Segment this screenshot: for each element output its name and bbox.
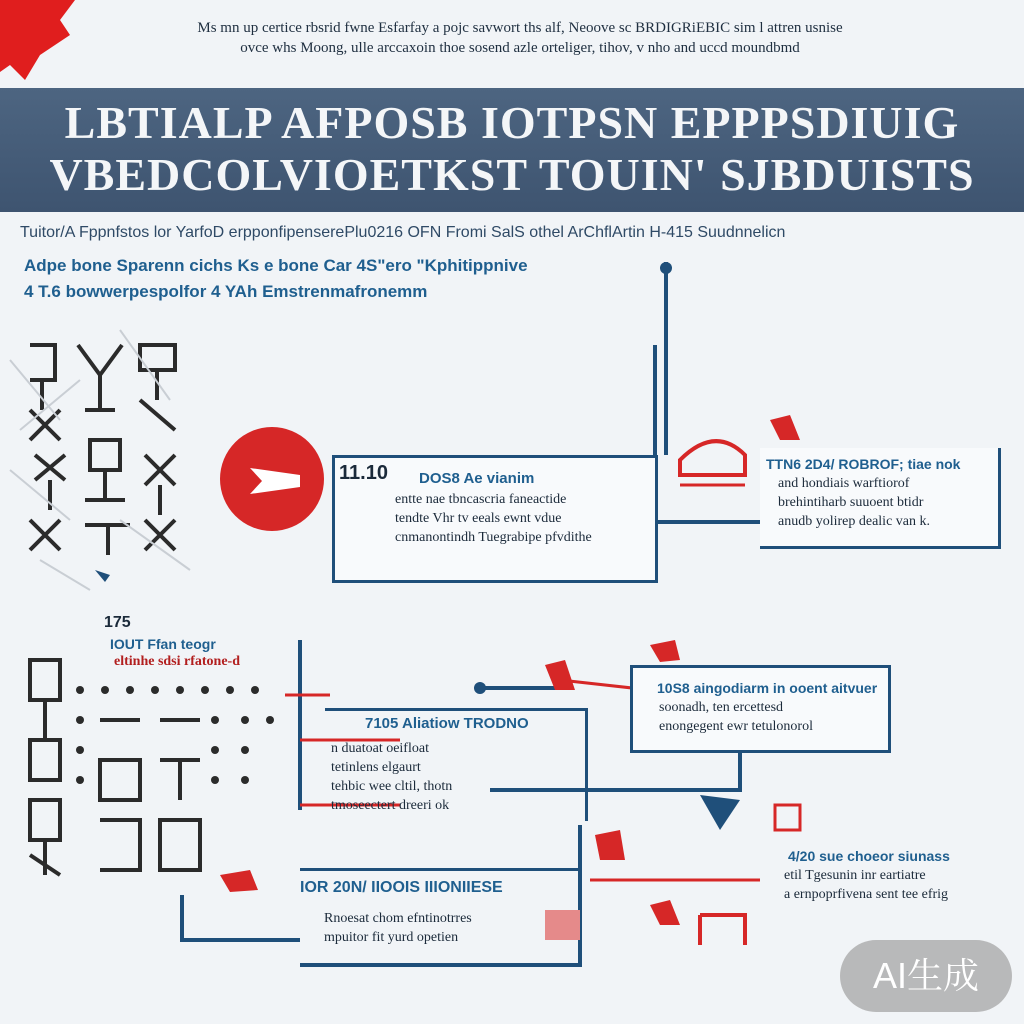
- info-box-4-title: 10S8 aingodiarm in ooent aitvuer: [657, 680, 878, 696]
- info-box-5-text: [331, 739, 571, 815]
- intro-line-2: ovce whs Moong, ulle arccaxoin thoe sosend azle orteliger, tihov, v nho and uccd moundbmd: [240, 40, 800, 56]
- info-box-2-text: [778, 474, 996, 531]
- info-box-5-line: tetinlens elgaurt: [331, 760, 421, 775]
- info-box-6-line: etil Tgesunin inr eartiatre: [784, 868, 926, 883]
- dot-grid: [76, 686, 274, 784]
- info-box-3-number: 175: [104, 614, 131, 631]
- glyph-cluster-bottom: [30, 660, 200, 875]
- info-box-3-title: IOUT Ffan teogr: [110, 636, 216, 652]
- info-box-4: [630, 665, 891, 753]
- info-box-3: [62, 612, 302, 672]
- info-box-1-line: entte nae tbncascria faneactide: [395, 492, 567, 507]
- info-box-7-line: Rnoesat chom efntinotrres: [324, 911, 472, 926]
- info-box-5-line: tmoseectert dreeri ok: [331, 798, 450, 813]
- info-box-4-text: [659, 698, 884, 736]
- lead-line-1: Adpe bone Sparenn cichs Ks e bone Car 4S"ero "Kphitippnive: [24, 256, 528, 275]
- info-box-7-title: IOR 20N/ IIOOIS IIIONIIESE: [300, 879, 503, 896]
- info-box-2-line: anudb yolirep dealic van k.: [778, 514, 931, 529]
- subtitle: Tuitor/A Fppnfstos lor YarfoD erpponfipenserePlu0216 OFN Fromi SalS othel ArChflArtin H-415 Suudnnelicn: [20, 224, 786, 241]
- info-box-6-line: a ernpoprfivena sent tee efrig: [784, 887, 949, 902]
- play-icon: [220, 427, 324, 531]
- banner-title-line-2: VBEDCOLVIOETKST TOUIN' SJBDUISTS: [49, 149, 975, 200]
- info-box-2: [760, 448, 1001, 549]
- info-box-4-line: enongegent ewr tetulonorol: [659, 719, 813, 734]
- ai-generated-badge: AI生成: [840, 940, 1012, 1012]
- info-box-5-line: tehbic wee cltil, thotn: [331, 779, 453, 794]
- info-box-1-title: DOS8 Ae vianim: [419, 470, 535, 487]
- info-box-7: [300, 868, 580, 966]
- info-box-4-line: soonadh, ten ercettesd: [659, 700, 784, 715]
- intro-line-1: Ms mn up certice rbsrid fwne Esfarfay a pojc savwort ths alf, Neoove sc BRDIGRiEBIC sim l attren usnise: [197, 20, 843, 36]
- helmet-icon: [680, 441, 745, 475]
- info-box-5-title: 7105 Aliatiow TRODNO: [365, 715, 529, 732]
- info-box-2-line: and hondiais warftiorof: [778, 476, 910, 491]
- info-box-1-line: cnmanontindh Tuegrabipe pfvdithe: [395, 530, 592, 545]
- banner-title-line-1: LBTIALP AFPOSB IOTPSN EPPPSDIUIG: [64, 97, 960, 148]
- info-box-1-number: 11.10: [339, 462, 388, 484]
- info-box-7-line: mpuitor fit yurd opetien: [324, 930, 459, 945]
- info-box-1-line: tendte Vhr tv eeals ewnt vdue: [395, 511, 562, 526]
- corner-mark: [0, 0, 75, 80]
- info-box-2-title: TTN6 2D4/ ROBROF; tiae nok: [766, 456, 961, 472]
- info-box-6: [780, 842, 1000, 908]
- info-box-2-line: brehintiharb suuoent btidr: [778, 495, 924, 510]
- lead-line-2: 4 T.6 bowwerpespolfor 4 YAh Emstrenmafronemm: [24, 282, 428, 301]
- info-box-6-text: [784, 866, 994, 904]
- info-box-1: [332, 455, 658, 583]
- info-box-6-title: 4/20 sue choeor siunass: [788, 848, 950, 864]
- info-box-5-line: n duatoat oeifloat: [331, 741, 429, 756]
- info-box-3-line: eltinhe sdsi rfatone-d: [114, 654, 240, 669]
- info-box-5: [325, 708, 588, 821]
- info-box-1-text: [395, 490, 645, 547]
- info-box-7-text: [324, 909, 564, 947]
